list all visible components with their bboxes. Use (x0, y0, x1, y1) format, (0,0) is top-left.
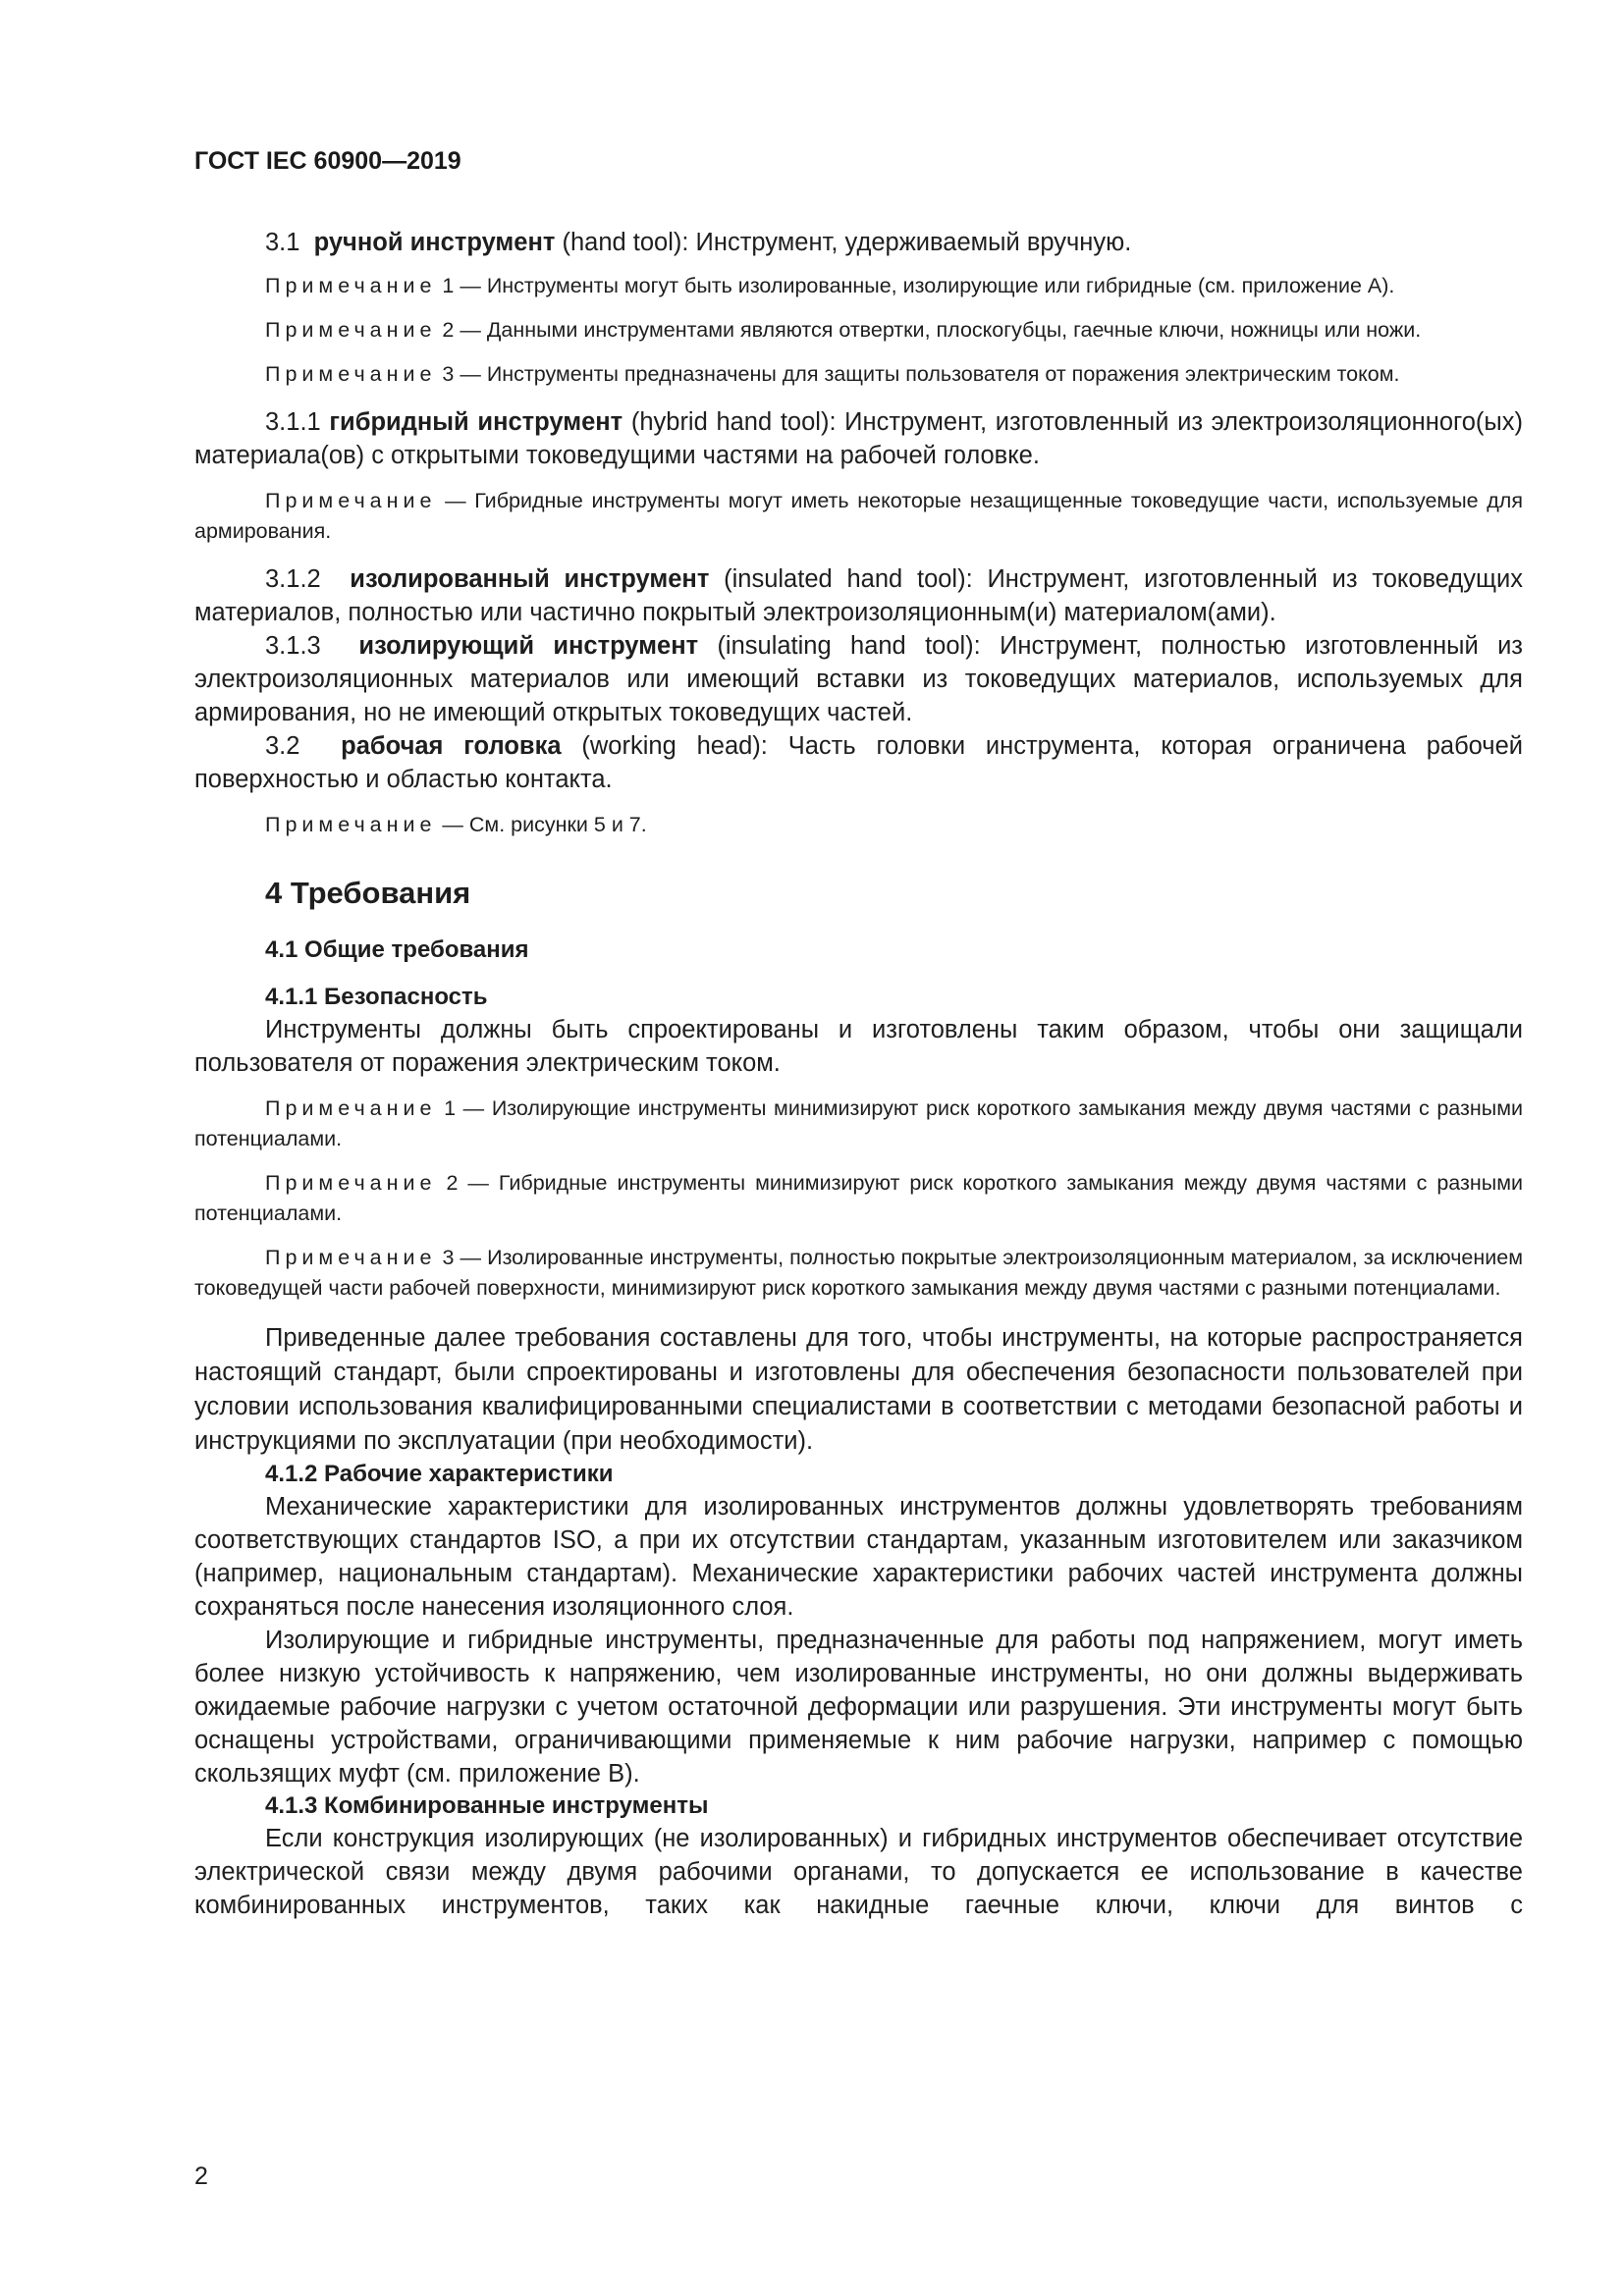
note: Примечание 1 — Изолирующие инструменты минимизируют риск короткого замыкания между двумя частями с разными потенциалами. (194, 1096, 1523, 1150)
definition-3-1: 3.1 ручной инструмент (hand tool): Инструмент, удерживаемый вручную. (265, 229, 1132, 256)
note: Примечание 3 — Изолированные инструменты, полностью покрытые электроизоляционным материалом, за исключением токоведущей части рабочей поверхности, минимизируют риск короткого замыкания между двумя частями с разными потенциалами. (194, 1246, 1523, 1300)
term: ручной инструмент (313, 229, 556, 256)
term: гибридный инструмент (329, 408, 623, 436)
definition-3-2: 3.2 рабочая головка (working head): Часть головки инструмента, которая ограничена рабочей поверхностью и областью контакта. (194, 732, 1524, 793)
definition-3-1-1: 3.1.1 гибридный инструмент (hybrid hand tool): Инструмент, изготовленный из электроизоляционного(ых) материала(ов) с открытыми токоведущими частями на рабочей головке. (194, 408, 1523, 469)
note-label: Примечание (265, 274, 437, 297)
subsection-title: 4.1 Общие требования (265, 936, 529, 963)
note: Примечание 2 — Данными инструментами являются отвертки, плоскогубцы, гаечные ключи, ножницы или ножи. (265, 318, 1422, 342)
note-label: Примечание (265, 813, 437, 836)
document-body (194, 226, 1523, 1922)
note: Примечание — Гибридные инструменты могут иметь некоторые незащищенные токоведущие части, используемые для армирования. (194, 489, 1523, 543)
page-number: 2 (194, 2163, 208, 2190)
paragraph: Если конструкция изолирующих (не изолированных) и гибридных инструментов обеспечивает отсутствие электрической связи между двумя рабочими органами, то допускается ее использование в качестве комбинированных инструментов, таких как накидные гаечные ключи, ключи для винтов с (194, 1825, 1523, 1919)
note: Примечание 2 — Гибридные инструменты минимизируют риск короткого замыкания между двумя частями с разными потенциалами. (194, 1171, 1523, 1225)
note: Примечание 3 — Инструменты предназначены для защиты пользователя от поражения электрическим током. (265, 362, 1400, 386)
note-label: Примечание (265, 1246, 437, 1269)
term: изолирующий инструмент (358, 632, 699, 660)
paragraph: Механические характеристики для изолированных инструментов должны удовлетворять требованиям соответствующих стандартов ISO, а при их отсутствии стандартам, указанным изготовителем или заказчиком (например, национальным стандартам). Механические характеристики рабочих частей инструмента должны сохраняться после нанесения изоляционного слоя. (194, 1493, 1523, 1621)
document-header: ГОСТ IEC 60900—2019 (194, 147, 461, 175)
definition-3-1-3: 3.1.3 изолирующий инструмент (insulating hand tool): Инструмент, полностью изготовленный из электроизоляционных материалов или имеющий вставки из токоведущих материалов, используемых для армирования, но не имеющий открытых токоведущих частей. (194, 632, 1524, 726)
subsection-title: 4.1.2 Рабочие характеристики (265, 1461, 614, 1487)
note-label: Примечание (265, 362, 437, 386)
note-label: Примечание (265, 1171, 437, 1195)
note-label: Примечание (265, 489, 437, 512)
term: изолированный инструмент (350, 565, 710, 593)
paragraph: Изолирующие и гибридные инструменты, предназначенные для работы под напряжением, могут иметь более низкую устойчивость к напряжению, чем изолированные инструменты, но они должны выдерживать ожидаемые рабочие нагрузки с учетом остаточной деформации или разрушения. Эти инструменты могут быть оснащены устройствами, ограничивающими применяемые к ним рабочие нагрузки, например с помощью скользящих муфт (см. приложение В). (194, 1627, 1523, 1788)
subsection-title: 4.1.3 Комбинированные инструменты (265, 1792, 709, 1819)
term: рабочая головка (341, 732, 562, 760)
note-label: Примечание (265, 1096, 437, 1120)
section-title: 4 Требования (265, 876, 471, 910)
note-label: Примечание (265, 318, 437, 342)
note: Примечание 1 — Инструменты могут быть изолированные, изолирующие или гибридные (см. приложение А). (265, 274, 1395, 297)
note: Примечание — См. рисунки 5 и 7. (265, 813, 647, 836)
paragraph: Приведенные далее требования составлены для того, чтобы инструменты, на которые распространяется настоящий стандарт, были спроектированы и изготовлены для обеспечения безопасности пользователей при условии использования квалифицированными специалистами в соответствии с методами безопасной работы и инструкциями по эксплуатации (при необходимости). (194, 1324, 1523, 1455)
subsection-title: 4.1.1 Безопасность (265, 984, 488, 1010)
definition-3-1-2: 3.1.2 изолированный инструмент (insulated hand tool): Инструмент, изготовленный из токоведущих материалов, полностью или частично покрытый электроизоляционным(и) материалом(ами). (194, 565, 1524, 626)
paragraph: Инструменты должны быть спроектированы и изготовлены таким образом, чтобы они защищали пользователя от поражения электрическим током. (194, 1016, 1523, 1077)
